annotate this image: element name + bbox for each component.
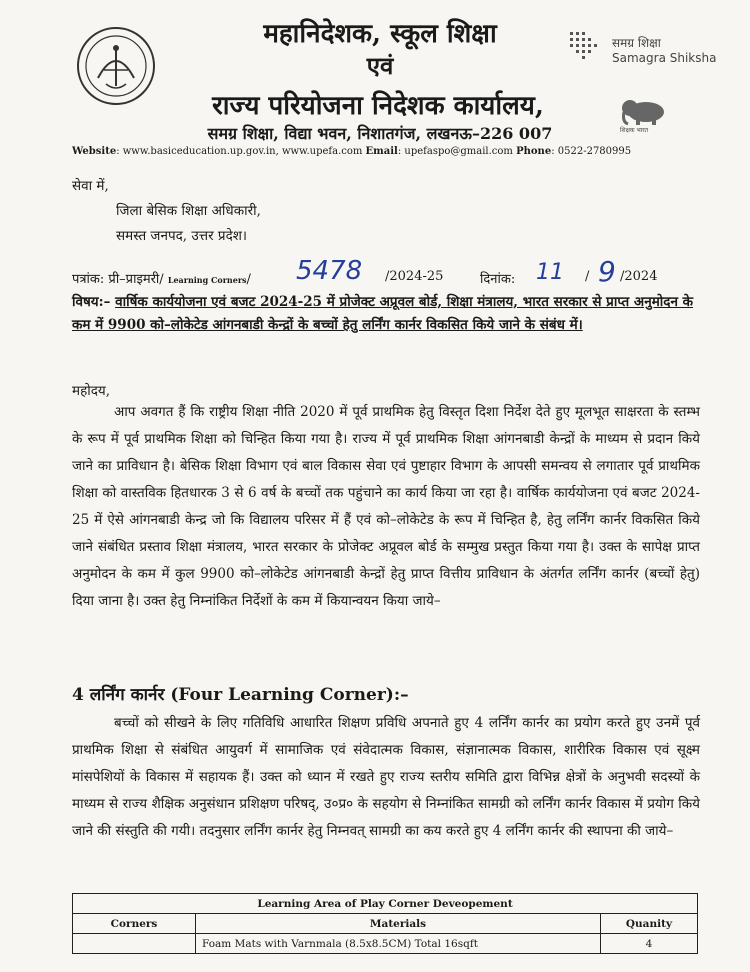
reference-slash: /: [246, 272, 251, 287]
cell-corner: [73, 934, 196, 954]
header-corners: Corners: [73, 914, 196, 934]
paragraph-2: [72, 710, 700, 845]
reference-year: /2024-25: [385, 269, 444, 284]
up-government-emblem-icon: [76, 26, 156, 106]
subject-text: वार्षिक कार्ययोजना एवं बजट 2024-25 में प्रोजेक्ट अप्रूवल बोर्ड, शिक्षा मंत्रालय, भारत सरकार से प्राप्त अनुमोदन के कम में 9900 को–लोकेटेड आंगनबाडी केन्द्रों के बच्चों हेतु लर्निंग कार्नर विकसित किये जाने के संबंध में।: [72, 294, 694, 333]
office-title-line3: राज्य परियोजना निदेशक कार्यालय,: [212, 91, 544, 121]
office-address: समग्र शिक्षा, विद्या भवन, निशातगंज, लखनऊ–226 007: [207, 124, 553, 143]
header-quantity: Quanity: [601, 914, 698, 934]
email-label: Email: [365, 146, 398, 157]
table-caption: Learning Area of Play Corner Deveopement: [73, 894, 698, 914]
date-day-handwritten: 11: [536, 260, 564, 285]
reference-corners-text: Learning Corners: [167, 275, 247, 285]
office-title-line2: एवं: [366, 51, 394, 80]
samagra-shiksha-logo-icon: [566, 26, 606, 66]
website-value: www.basiceducation.up.gov.in, www.upefa.com: [122, 146, 363, 157]
recipient-line2: जिला बेसिक शिक्षा अधिकारी,: [116, 203, 261, 219]
recipient-line1: सेवा में,: [72, 178, 109, 194]
samagra-english-text: Samagra Shiksha: [612, 51, 717, 65]
slogan-text: शिक्षक भारत: [620, 127, 649, 134]
recipient-line3: समस्त जनपद, उत्तर प्रदेश।: [116, 228, 248, 244]
email-value: upefaspo@gmail.com: [404, 146, 513, 157]
table-row: [73, 934, 698, 954]
contact-line: Website: www.basiceducation.up.gov.in, www.upefa.com Email: upefaspo@gmail.com Phone: 0522-2780995: [72, 146, 632, 157]
salutation: महोदय,: [72, 383, 111, 399]
date-label: दिनांक:: [480, 272, 516, 287]
cell-quantity: 4: [601, 934, 698, 954]
paragraph-1-text: आप अवगत हैं कि राष्ट्रीय शिक्षा नीति 2020 में पूर्व प्राथमिक हेतु विस्तृत दिशा निर्देश देते हुए मूलभूत साक्षरता के स्तम्भ के रूप में पूर्व प्राथमिक शिक्षा को चिन्हित किया गया है। राज्य में पूर्व प्राथमिक शिक्षा आंगनबाडी केन्द्रों के माध्यम से प्रदान किये जाने का प्राविधान है। बेसिक शिक्षा विभाग एवं बाल विकास सेवा एवं पुष्टाहार विभाग के आपसी समन्वय से लगातार पूर्व प्राथमिक शिक्षा को वास्तविक हितधारक 3 से 6 वर्ष के बच्चों तक पहुंचाने का कार्य किया जा रहा है। वार्षिक कार्ययोजना एवं बजट 2024-25 में ऐसे आंगनबाडी केन्द्र जो कि विद्यालय परिसर में हैं एवं को–लोकेटेड के रूप में चिन्हित है, हेतु लर्निंग कार्नर विकसित किये जाने संबंधित प्रस्ताव शिक्षा मंत्रालय, भारत सरकार के प्रोजेक्ट अप्रूवल बोर्ड के सम्मुख प्रस्तुत किया गया है। उक्त के सापेक्ष प्राप्त अनुमोदन के कम में कुल 9900 को–लोकेटेड आंगनबाडी केन्द्रों हेतु प्राप्त वित्तीय प्राविधान के अंतर्गत लर्निंग कार्नर (बच्चों हेतु) दिया जाना है। उक्त हेतु निम्नांकित निर्देशों के कम में कियान्वयन किया जाये–: [72, 404, 701, 609]
samagra-hindi-text: समग्र शिक्षा: [612, 36, 661, 50]
subject-block: [72, 291, 700, 337]
header-materials: Materials: [196, 914, 601, 934]
date-month-handwritten: 9: [598, 255, 616, 288]
reference-prefix-text: पत्रांक: प्री–प्राइमरी/: [72, 272, 164, 287]
elephant-mascot-icon: [618, 94, 672, 126]
cell-material: Foam Mats with Varnmala (8.5x8.5CM) Total 16sqft: [196, 934, 601, 954]
table-header-row: [73, 914, 698, 934]
date-year: /2024: [620, 269, 658, 284]
office-title-line1: महानिदेशक, स्कूल शिक्षा: [263, 19, 497, 49]
paragraph-1: [72, 399, 700, 615]
phone-label: Phone: [516, 146, 552, 157]
materials-table: [72, 893, 698, 954]
subject-label: विषय:–: [72, 294, 111, 310]
date-separator: /: [585, 269, 590, 284]
reference-number-handwritten: 5478: [296, 256, 363, 286]
section-title: 4 लर्निंग कार्नर (Four Learning Corner):–: [72, 685, 409, 705]
phone-value: 0522-2780995: [557, 146, 632, 157]
reference-prefix: [72, 269, 251, 287]
paragraph-2-text: बच्चों को सीखने के लिए गतिविधि आधारित शिक्षण प्रविधि अपनाते हुए 4 लर्निंग कार्नर का प्रयोग करते हुए उनमें पूर्व प्राथमिक शिक्षा से संबंधित आयुवर्ग में सामाजिक एवं संवेदात्मक विकास, संज्ञानात्मक विकास, शारीरिक विकास एवं सूक्ष्म मांसपेशियों के विकास में सहायक हैं। उक्त को ध्यान में रखते हुए राज्य स्तरीय समिति द्वारा विभिन्न क्षेत्रों के अनुभवी सदस्यों के माध्यम से राज्य शैक्षिक अनुसंधान प्रशिक्षण परिषद्, उ०प्र० के सहयोग से निम्नांकित सामग्री को लर्निंग कार्नर विकास में प्रयोग किये जाने की संस्तुति की गयी। तदनुसार लर्निंग कार्नर हेतु निम्नवत् सामग्री का कय करते हुए 4 लर्निंग कार्नर की स्थापना की जाये–: [72, 715, 700, 839]
website-label: Website: [72, 146, 117, 157]
table-caption-row: [73, 894, 698, 914]
